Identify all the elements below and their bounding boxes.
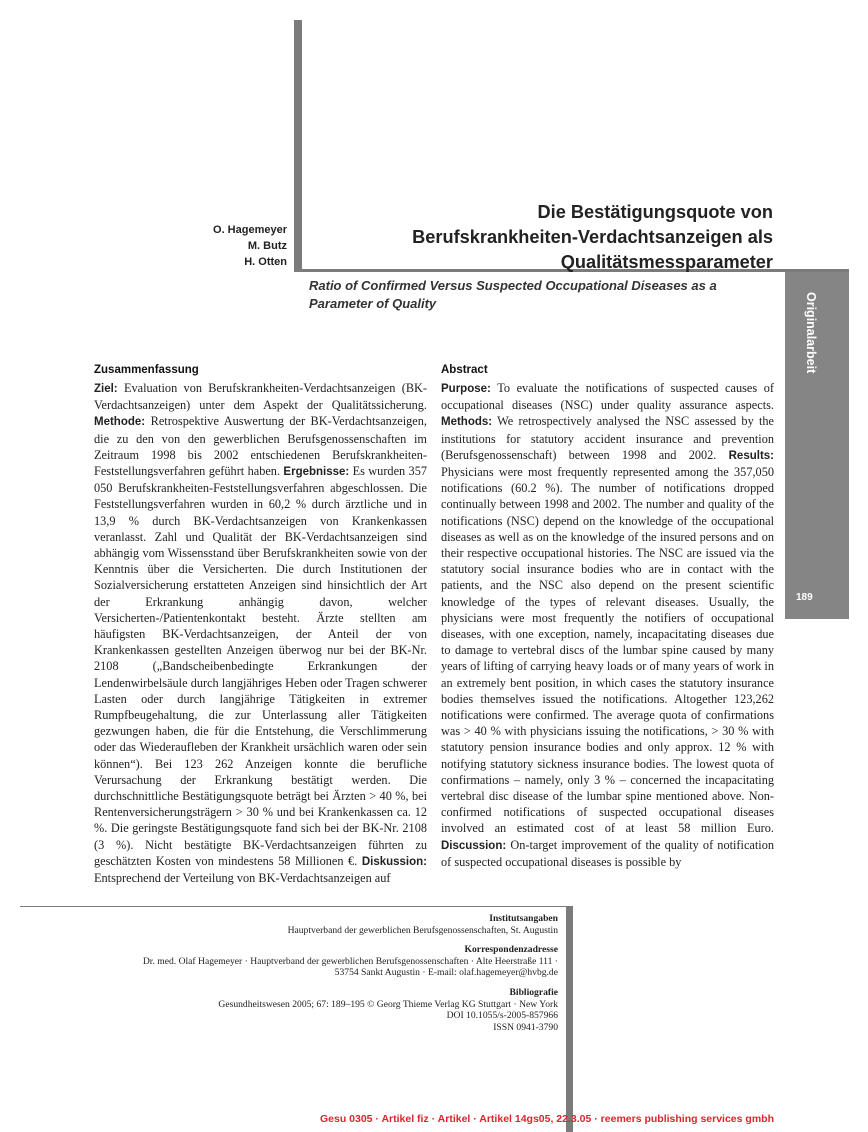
ziel-label: Ziel: (94, 383, 118, 395)
korrespondenz-heading: Korrespondenzadresse (464, 944, 558, 956)
article-info-block (143, 913, 558, 1033)
institut-text: Hauptverband der gewerblichen Berufsgenossenschaften, St. Augustin (287, 924, 558, 936)
ziel-text: Evaluation von Berufskrankheiten-Verdachtsanzeigen (BK-Verdachtsanzeigen) unter dem Aspekt der Qualitätssicherung. (94, 381, 427, 413)
institut-heading: Institutsangaben (489, 913, 558, 924)
bibliografie-line: DOI 10.1055/s-2005-857966 (446, 1010, 558, 1022)
title-line: Die Bestätigungsquote von (537, 202, 773, 222)
abstract-body (441, 380, 774, 870)
author: H. Otten (244, 256, 287, 268)
decorative-vertical-bar-bottom (566, 906, 573, 1132)
section-label: Originalarbeit (804, 292, 818, 374)
purpose-label: Purpose: (441, 383, 491, 395)
discussion-text: On-target improvement of the quality of notification of suspected occupational diseases is possible by (441, 837, 774, 869)
zusammenfassung-body (94, 380, 427, 886)
abstract-heading: Abstract (441, 364, 488, 376)
results-text: Physicians were most frequently represented among the 357,050 notifications (60.2 %). The number of notifications dropped continually between 1998 and 2002. The number and quality of the notifications (NSC) depend on the knowledge of the occupational diseases as well as on the knowledge of the insured persons and on their respective occupational histories. The NSC are issued via the statutory social insurance bodies who are in contact with the patients, and the NSC also depend on the present scientific knowledge of the types of relevant diseases. Usually, the physicians were most frequently the notifiers of occupational diseases, with one exception, namely, incapacitating diseases due to damage to vertebral discs of the lumbar spine caused by many years of lifting of carrying heavy loads or of many years of work in an extremely bent position, in which cases the statutory insurance bodies themselves issued the notifications. Altogether 123,262 notifications were confirmed. The average quota of confirmations was > 40 % with physicians issuing the notifications, > 30 % with statutory pension insurance bodies and only approx. 12 % with notifying statutory sickness insurance bodies. The lowest quota of confirmations – namely, only 3 % – concerned the incapacitating vertebral disc disease of the lumbar spine mentioned above. Non-confirmed notifications of suspected occupational diseases involved an estimated cost of at least 58 million Euro. (441, 465, 774, 836)
methode-label: Methode: (94, 416, 146, 429)
diskussion-text: Entsprechend der Verteilung von BK-Verdachtsanzeigen auf (94, 871, 391, 886)
info-rule (20, 906, 566, 907)
methods-label: Methods: (441, 416, 493, 429)
zusammenfassung-heading: Zusammenfassung (94, 364, 199, 376)
discussion-label: Discussion: (441, 839, 507, 852)
diskussion-label: Diskussion: (361, 855, 427, 868)
bibliografie-line: Gesundheitswesen 2005; 67: 189–195 © Georg Thieme Verlag KG Stuttgart · New York (218, 998, 558, 1010)
title-line: Berufskrankheiten-Verdachtsanzeigen als (412, 227, 773, 247)
print-footer: Gesu 0305 · Artikel fiz · Artikel · Artikel 14gs05, 22.3.05 · reemers publishing services gmbh (319, 1113, 774, 1125)
page-number: 189 (796, 592, 813, 603)
bibliografie-line: ISSN 0941-3790 (493, 1021, 558, 1033)
purpose-text: To evaluate the notifications of suspected causes of occupational diseases (NSC) under quality assurance aspects. (441, 381, 774, 413)
korrespondenz-line: 53754 Sankt Augustin · E-mail: olaf.hagemeyer@hvbg.de (334, 967, 558, 979)
ergebnisse-label: Ergebnisse: (283, 466, 350, 479)
article-subtitle: Ratio of Confirmed Versus Suspected Occupational Diseases as a Parameter of Quality (309, 278, 717, 311)
korrespondenz-line: Dr. med. Olaf Hagemeyer · Hauptverband der gewerblichen Berufsgenossenschaften · Alte Heerstraße 111 · (142, 955, 558, 967)
article-title (412, 200, 773, 275)
methode-text: Retrospektive Auswertung der BK-Verdachtsanzeigen, die zu den von den gewerblichen Berufsgenossenschaften im Zeitraum 1998 bis 2002 entschiedenen Berufskrankheiten-Feststellungsverfahren geführt haben. (94, 414, 427, 479)
ergebnisse-text: Es wurden 357 050 Berufskrankheiten-Feststellungsverfahren abgeschlossen. Die Feststellungsverfahren wurden in 60,2 % durch ärztliche und in 13,9 % durch BK-Verdachtsanzeigen von Krankenkassen veranlasst. Zahl und Qualität der BK-Verdachtsanzeigen sind abhängig vom Wissensstand über Berufskrankheiten sowie von der Kenntnis über die Versicherten. Die durch Institutionen der Sozialversicherung erstatteten Anzeigen sind hinsichtlich der Art der Erkrankung anhängig davon, welcher Versicherten-/Patientenkontakt besteht. Ärzte stellten am häufigsten BK-Verdachtsanzeigen, der Anteil der von Krankenkassen gestellten Anzeigen überwog nur bei der BK-Nr. 2108 („Bandscheibenbedingte Erkrankungen der Lendenwirbelsäule durch langjähriges Heben oder Tragen schwerer Lasten oder durch langjährige Tätigkeiten in extremer Rumpfbeugehaltung, die zur Unterlassung aller Tätigkeiten gezwungen haben, die für die Entstehung, die Verschlimmerung oder das Wiederaufleben der Krankheit ursächlich waren oder sein können“). Bei 123 262 Anzeigen konnte die berufliche Verursachung der Erkrankung bestätigt werden. Die durchschnittliche Bestätigungsquote beträgt bei Ärzten > 40 %, bei Rentenversicherungsträgern > 30 % und bei Krankenkassen ca. 12 %. Die geringste Bestätigungsquote fand sich bei der BK-Nr. 2108 (3 %). Nicht bestätigte BK-Verdachtsanzeigen führten zu geschätzten Kosten von mindestens 58 Millionen €. (94, 464, 428, 868)
methods-text: We retrospectively analysed the NSC assessed by the institutions for statutory accident insurance and prevention (Berufsgenossenschaft) between 1998 and 2002. (441, 414, 774, 462)
decorative-vertical-bar (294, 20, 302, 270)
bibliografie-heading: Bibliografie (509, 986, 558, 998)
results-label: Results: (728, 449, 774, 462)
title-line: Qualitätsmessparameter (560, 252, 773, 272)
author: M. Butz (247, 240, 287, 252)
author: O. Hagemeyer (213, 224, 287, 236)
author-list (213, 222, 287, 270)
